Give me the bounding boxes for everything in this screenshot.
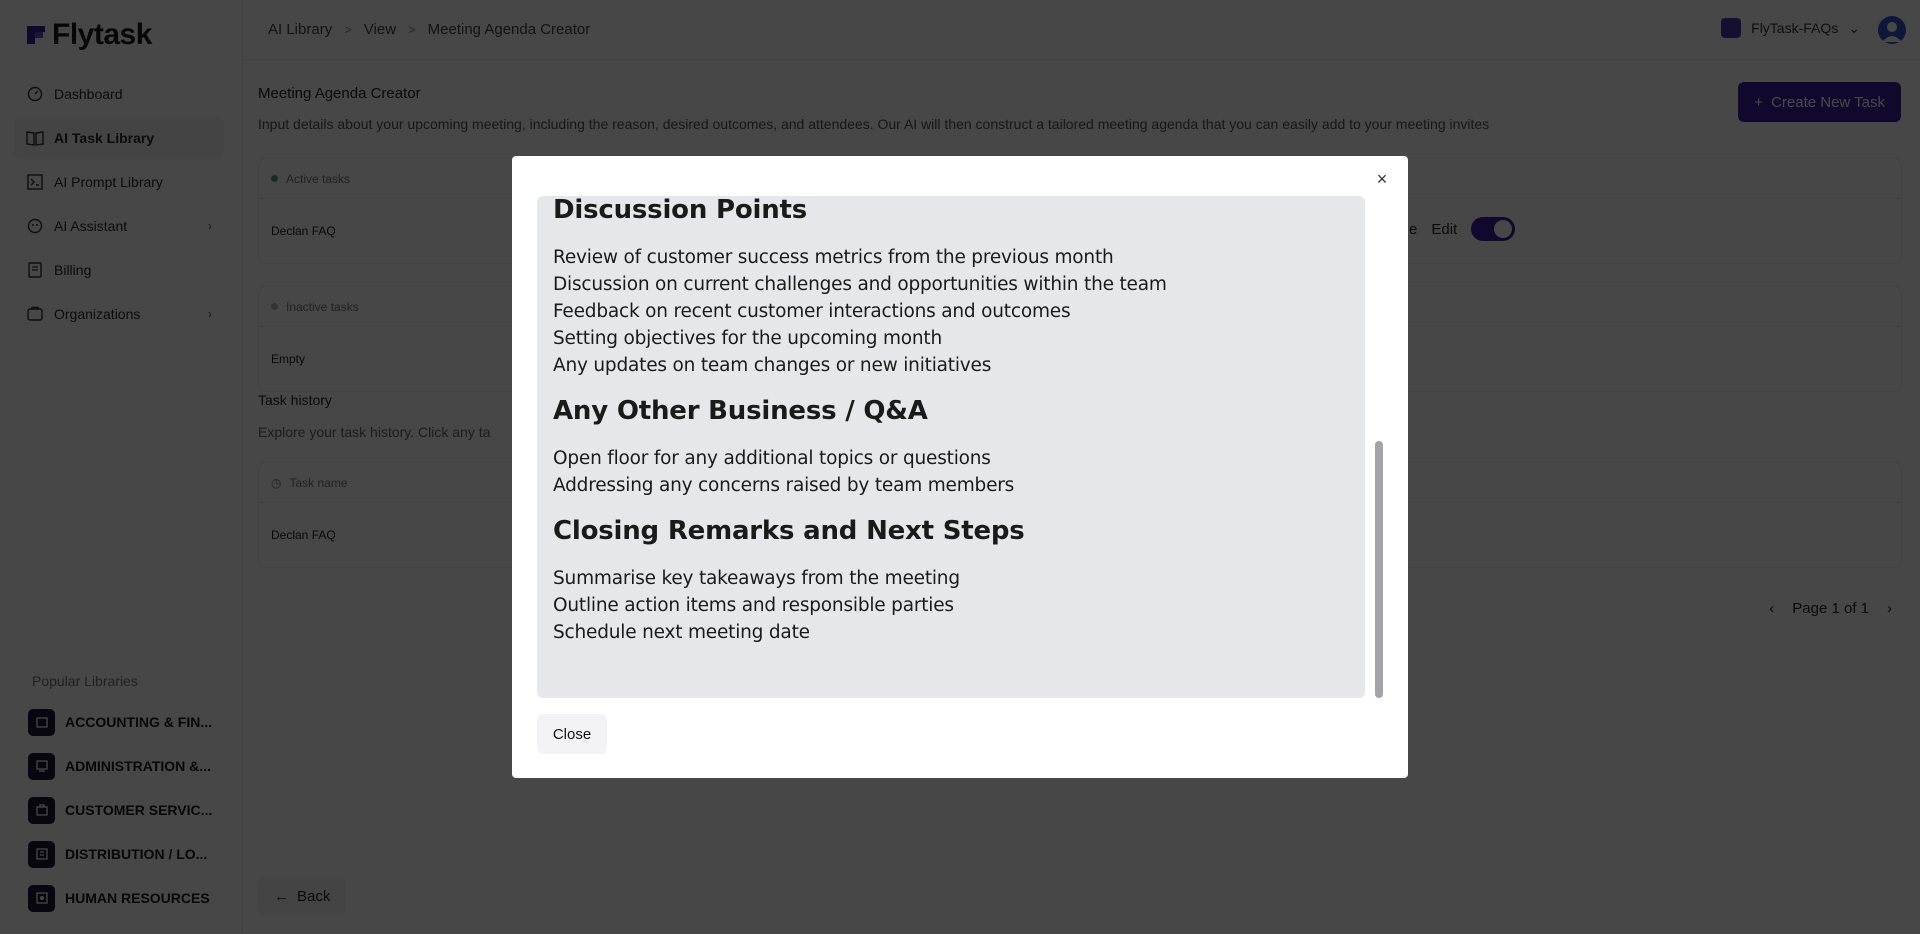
section-heading: Closing Remarks and Next Steps: [553, 516, 1025, 546]
list-item: Any updates on team changes or new initiatives: [553, 355, 992, 376]
list-item: Feedback on recent customer interactions and outcomes: [553, 301, 1071, 322]
list-item: Review of customer success metrics from the previous month: [553, 247, 1114, 268]
agenda-scroll-content: [553, 196, 1349, 660]
section-heading: Discussion Points: [553, 196, 808, 225]
scrollbar-thumb[interactable]: [1375, 441, 1383, 698]
list-item: Summarise key takeaways from the meeting: [553, 568, 960, 589]
agenda-modal: [512, 156, 1408, 778]
close-button[interactable]: Close: [537, 714, 607, 754]
section-list: [553, 445, 1349, 499]
list-item: Open floor for any additional topics or questions: [553, 448, 991, 469]
section-heading: Any Other Business / Q&A: [553, 396, 928, 426]
list-item: Discussion on current challenges and opportunities within the team: [553, 274, 1167, 295]
scrollbar[interactable]: [1374, 196, 1384, 698]
section-list: [553, 244, 1349, 379]
agenda-content[interactable]: [537, 196, 1365, 698]
list-item: Outline action items and responsible parties: [553, 595, 954, 616]
list-item: Addressing any concerns raised by team members: [553, 475, 1015, 496]
list-item: Setting objectives for the upcoming month: [553, 328, 942, 349]
close-icon[interactable]: ×: [1376, 169, 1388, 189]
list-item: Schedule next meeting date: [553, 622, 810, 643]
section-list: [553, 565, 1349, 646]
